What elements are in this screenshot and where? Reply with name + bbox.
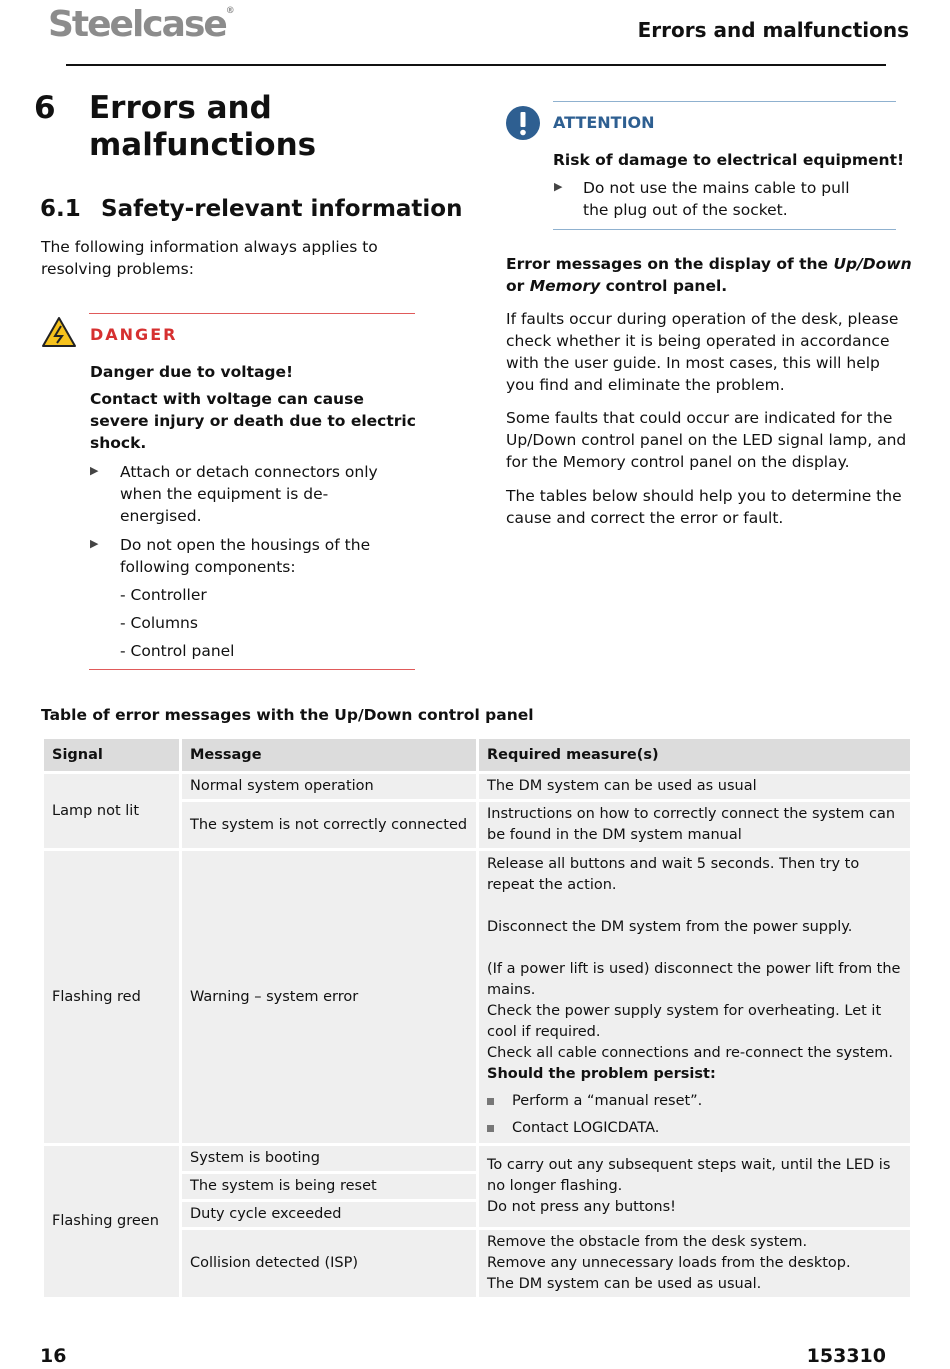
spacer [487, 896, 902, 917]
paragraph: The tables below should help you to determine the cause and correct the error or fault. [506, 487, 902, 527]
column-header: Message [181, 738, 478, 773]
measure-cell [478, 850, 912, 1145]
column-header: Signal [43, 738, 181, 773]
square-bullet-icon [487, 1098, 494, 1105]
measure-line: (If a power lift is used) disconnect the power lift from the mains. [487, 961, 901, 998]
step-arrow-icon: ▶ [554, 180, 563, 193]
table-caption: Table of error messages with the Up/Down control panel [41, 706, 534, 724]
section-number: 6.1 [40, 196, 81, 222]
steelcase-logo [48, 4, 235, 45]
message-cell: Duty cycle exceeded [181, 1201, 478, 1229]
message-cell: System is booting [181, 1145, 478, 1173]
attention-bottom-rule [553, 229, 896, 230]
page-number: 16 [40, 1345, 67, 1367]
error-table [41, 736, 913, 1300]
measure-line: Disconnect the DM system from the power supply. [487, 919, 853, 935]
table-row [43, 1145, 912, 1173]
measure-cell: Instructions on how to correctly connect the system can be found in the DM system manual [478, 801, 912, 850]
header-divider [66, 64, 886, 66]
heading-emphasis: Memory [529, 277, 601, 295]
measure-line: Check all cable connections and re-connect the system. [487, 1045, 893, 1061]
measure-line: Do not press any buttons! [487, 1199, 676, 1215]
column-header: Required measure(s) [478, 738, 912, 773]
message-cell: The system is not correctly connected [181, 801, 478, 850]
section-title: Safety-relevant information [101, 196, 463, 222]
info-exclamation-icon [505, 105, 541, 145]
table-row [43, 773, 912, 801]
document-number: 153310 [806, 1345, 886, 1367]
component-item: - Columns [120, 614, 198, 632]
heading-text: Error messages on the display of the [506, 255, 834, 273]
bullet-text: Contact LOGICDATA. [512, 1120, 660, 1136]
signal-cell: Lamp not lit [43, 773, 181, 850]
attention-top-rule [553, 101, 896, 102]
registered-mark: ® [225, 6, 235, 16]
heading-emphasis: Up/Down [833, 255, 912, 273]
paragraph: Some faults that could occur are indicated for the Up/Down control panel on the LED signal lamp, and for the Memory control panel on the display. [506, 409, 907, 471]
spacer [487, 938, 902, 959]
logo-text: Steelcase [48, 4, 226, 45]
message-cell: Collision detected (ISP) [181, 1229, 478, 1299]
measure-line: The DM system can be used as usual. [487, 1276, 762, 1292]
measure-line: Release all buttons and wait 5 seconds. Then try to repeat the action. [487, 856, 860, 893]
table-header-row [43, 738, 912, 773]
intro-text: The following information always applies to resolving problems: [41, 238, 378, 278]
attention-step: Do not use the mains cable to pull the plug out of the socket. [583, 179, 850, 219]
running-header: Errors and malfunctions [637, 18, 909, 42]
component-item: - Control panel [120, 642, 235, 660]
attention-label: ATTENTION [553, 113, 655, 132]
measure-line: Remove the obstacle from the desk system. [487, 1234, 808, 1250]
danger-step-1: Attach or detach connectors only when the equipment is de-energised. [120, 463, 378, 525]
bullet-text: Perform a “manual reset”. [512, 1093, 703, 1109]
chapter-title: Errors and malfunctions [89, 90, 317, 163]
attention-heading: Risk of damage to electrical equipment! [553, 151, 905, 169]
heading-text: control panel. [600, 277, 728, 295]
step-arrow-icon: ▶ [90, 537, 99, 550]
message-cell: Normal system operation [181, 773, 478, 801]
measure-cell [478, 1145, 912, 1229]
square-bullet-icon [487, 1125, 494, 1132]
electric-hazard-icon [41, 316, 77, 352]
chapter-number: 6 [34, 90, 56, 126]
danger-step-2: Do not open the housings of the following components: [120, 536, 371, 576]
measure-line: Remove any unnecessary loads from the desktop. [487, 1255, 851, 1271]
measure-line: Should the problem persist: [487, 1066, 716, 1082]
paragraph: If faults occur during operation of the desk, please check whether it is being operated in accordance with the user guide. In most cases, this will help you find and eliminate the problem. [506, 310, 899, 394]
signal-cell: Flashing green [43, 1145, 181, 1299]
step-arrow-icon: ▶ [90, 464, 99, 477]
table-row [43, 850, 912, 1145]
message-cell: Warning – system error [181, 850, 478, 1145]
bullet-item [487, 1091, 902, 1112]
measure-line: Check the power supply system for overheating. Let it cool if required. [487, 1003, 882, 1040]
measure-cell: The DM system can be used as usual [478, 773, 912, 801]
danger-heading: Danger due to voltage! [90, 363, 294, 381]
display-errors-heading [506, 253, 916, 297]
danger-top-rule [89, 313, 415, 314]
heading-text: or [506, 277, 530, 295]
danger-label: DANGER [90, 325, 178, 344]
bullet-item [487, 1118, 902, 1139]
measure-line: To carry out any subsequent steps wait, until the LED is no longer flashing. [487, 1157, 891, 1194]
danger-consequence: Contact with voltage can cause severe injury or death due to electric shock. [90, 390, 416, 452]
measure-cell [478, 1229, 912, 1299]
component-item: - Controller [120, 586, 207, 604]
message-cell: The system is being reset [181, 1173, 478, 1201]
signal-cell: Flashing red [43, 850, 181, 1145]
danger-bottom-rule [89, 669, 415, 670]
